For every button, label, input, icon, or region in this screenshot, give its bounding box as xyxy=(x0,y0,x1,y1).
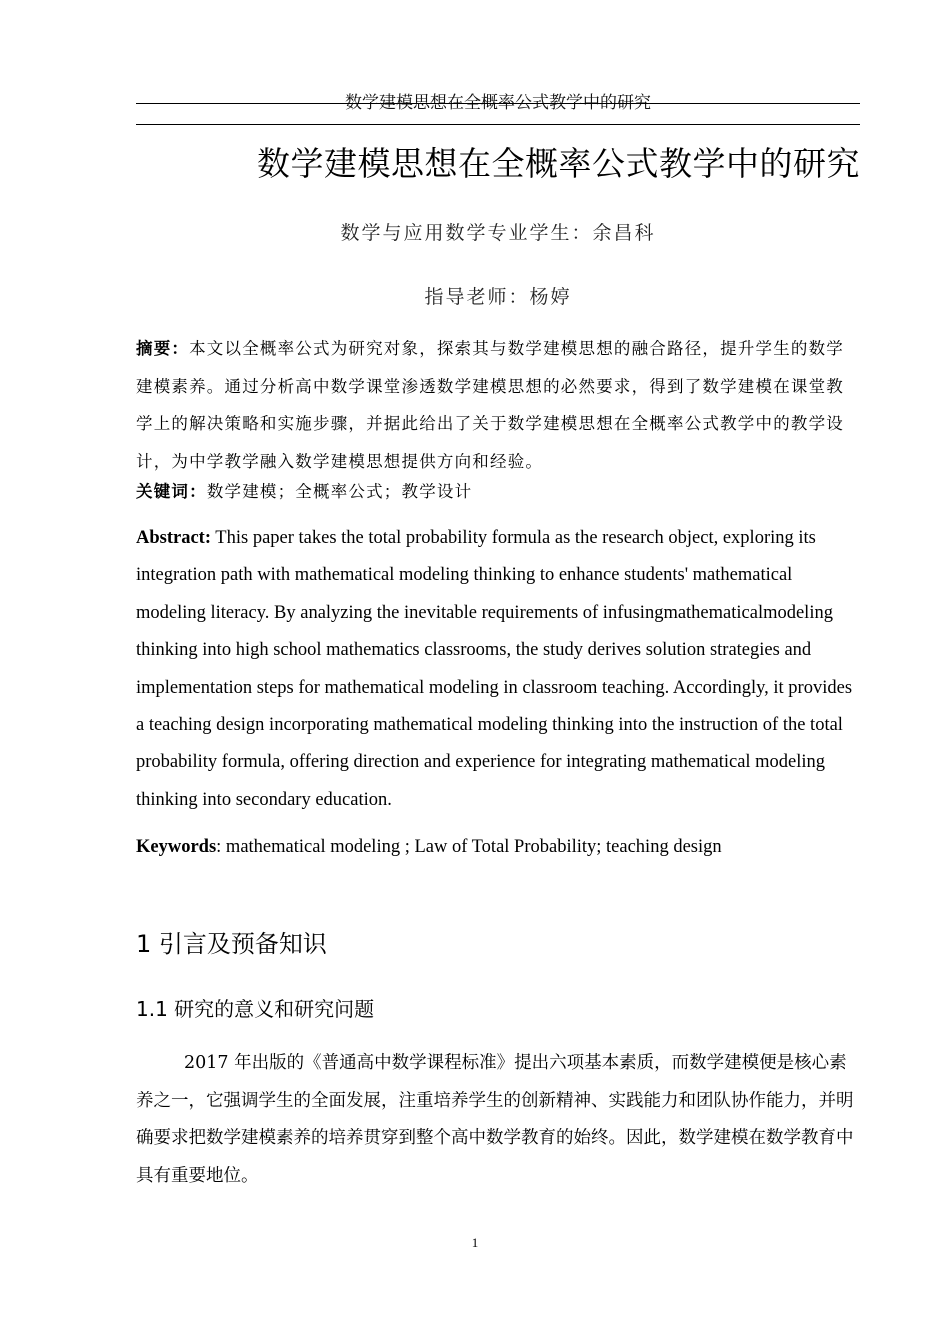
abstract-english xyxy=(136,520,860,819)
abstract-chinese-text: 本文以全概率公式为研究对象，探索其与数学建模思想的融合路径，提升学生的数学建模素养。通过分析高中数学课堂渗透数学建模思想的必然要求，得到了数学建模在课堂教学上的解决策略和实施步骤，并据此给出了关于数学建模思想在全概率公式教学中的教学设计，为中学教学融入数学建模思想提供方向和经验。 xyxy=(136,339,845,471)
section-heading-1: 1 引言及预备知识 xyxy=(136,930,327,958)
keywords-english-text: : mathematical modeling ; Law of Total Probability; teaching design xyxy=(216,837,722,857)
author-line: 数学与应用数学专业学生：余昌科 xyxy=(340,222,656,244)
keywords-english xyxy=(136,832,860,862)
keywords-chinese-label: 关键词： xyxy=(136,482,207,501)
header-rule-bottom xyxy=(136,124,860,125)
abstract-english-label: Abstract: xyxy=(136,528,212,548)
abstract-chinese-label: 摘要： xyxy=(136,339,190,358)
keywords-english-label: Keywords xyxy=(136,837,217,857)
abstract-chinese xyxy=(136,330,860,480)
keywords-chinese-text: 数学建模；全概率公式；教学设计 xyxy=(206,482,473,501)
keywords-chinese xyxy=(136,478,860,506)
running-header-title: 数学建模思想在全概率公式教学中的研究 xyxy=(345,93,651,112)
header-rule-top xyxy=(136,103,860,104)
page-number: 1 xyxy=(471,1235,479,1250)
body-paragraph: 2017 年出版的《普通高中数学课程标准》提出六项基本素质，而数学建模便是核心素养之一，它强调学生的全面发展，注重培养学生的创新精神、实践能力和团队协作能力，并明确要求把数学建模素养的培养贯穿到整个高中数学教育的始终。因此，数学建模在数学教育中具有重要地位。 xyxy=(136,1053,854,1186)
running-header xyxy=(136,90,860,130)
advisor-line: 指导老师：杨婷 xyxy=(424,286,572,308)
abstract-english-text: This paper takes the total probability formula as the research object, exploring its integration path with mathematical modeling thinking to enhance students' mathematical modeling literacy. By analyzing the inevitable requirements of infusingmathematicalmodeling thinking into high school mathematics classrooms, the study derives solution strategies and implementation steps for mathematical modeling in classroom teaching. Accordingly, it provides a teaching design incorporating mathematical modeling thinking into the instruction of the total probability formula, offering direction and experience for integrating mathematical modeling thinking into secondary education. xyxy=(136,528,853,810)
section-heading-1-1: 1.1 研究的意义和研究问题 xyxy=(136,997,375,1021)
paper-title: 数学建模思想在全概率公式教学中的研究 xyxy=(257,144,860,183)
